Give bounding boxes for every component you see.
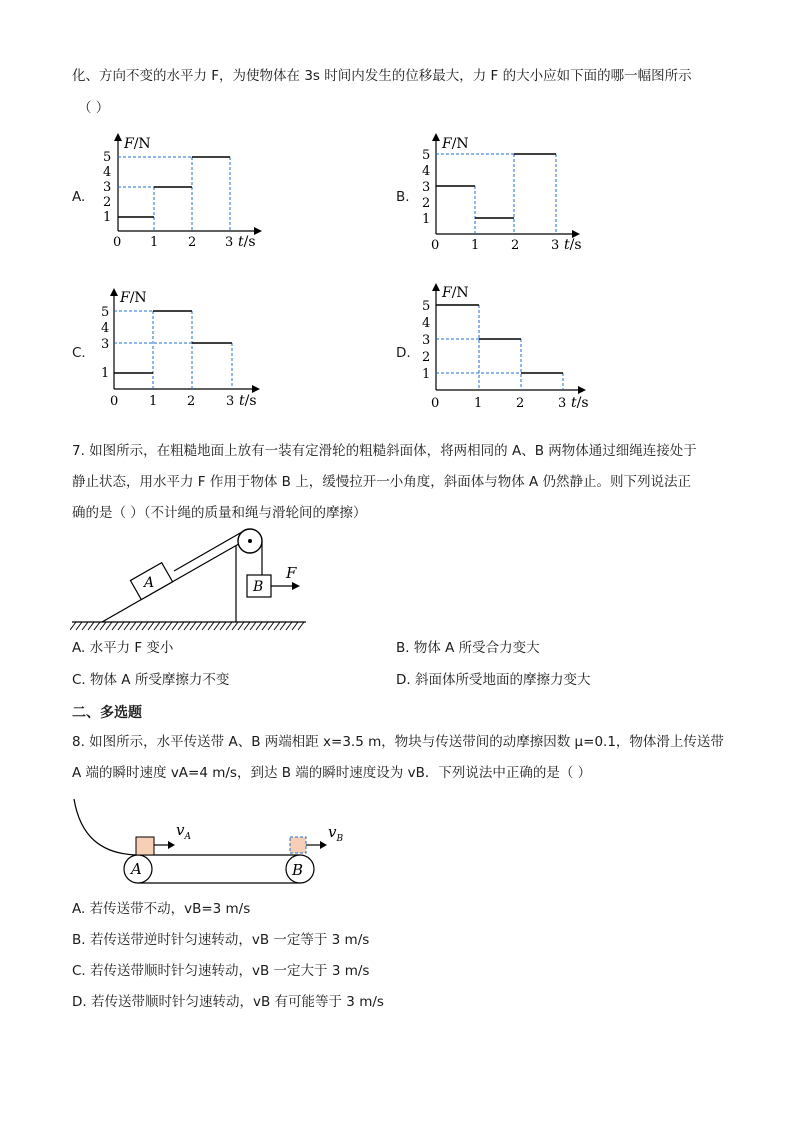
svg-text:1: 1 xyxy=(101,366,110,381)
svg-text:5: 5 xyxy=(101,305,110,320)
q7-option-c[interactable]: C. 物体 A 所受摩擦力不变 xyxy=(72,672,230,688)
svg-text:4: 4 xyxy=(422,164,431,179)
rope-a xyxy=(174,532,242,571)
dashed-guides xyxy=(118,157,230,231)
va-label: $v_A$ xyxy=(176,821,191,842)
svg-text:t/s: t/s xyxy=(239,393,257,409)
y-tick-2: 2 xyxy=(103,195,112,210)
svg-text:2: 2 xyxy=(516,396,525,410)
q6-option-b-label: B. xyxy=(396,189,410,205)
svg-text:3: 3 xyxy=(558,396,567,410)
svg-text:2: 2 xyxy=(422,350,431,365)
q7-stem-line3: 确的是（ ）（不计绳的质量和绳与滑轮间的摩擦） xyxy=(72,505,367,521)
block-start xyxy=(136,837,154,855)
x-axis-label: t/s xyxy=(238,234,256,250)
y-axis-label: F/N xyxy=(442,136,469,152)
q8-stem-line2: A 端的瞬时速度 vA=4 m/s，到达 B 端的瞬时速度设为 vB．下列说法中正确的是（ ） xyxy=(72,765,592,781)
q7-option-d[interactable]: D. 斜面体所受地面的摩擦力变大 xyxy=(396,672,591,688)
svg-text:t/s: t/s xyxy=(571,395,589,410)
svg-text:4: 4 xyxy=(422,316,431,331)
y-tick-4: 4 xyxy=(103,165,112,180)
block-b-label: B xyxy=(253,579,264,595)
svg-text:2: 2 xyxy=(511,238,520,250)
svg-text:1: 1 xyxy=(474,396,483,410)
section-multi-choice-title: 二、多选题 xyxy=(72,705,142,721)
q8-stem-line1: 8. 如图所示，水平传送带 A、B 两端相距 x=3.5 m，物块与传送带间的动摩擦因数 μ=0.1，物体滑上传送带 xyxy=(72,734,724,750)
svg-text:1: 1 xyxy=(422,212,431,227)
svg-text:0: 0 xyxy=(110,394,119,409)
q6-option-a-label: A. xyxy=(72,189,86,205)
roller-a-label: A xyxy=(131,860,142,878)
q6-graph-b xyxy=(418,128,588,250)
q6-graph-d xyxy=(418,280,598,410)
y-tick-5: 5 xyxy=(103,150,112,165)
svg-text:1: 1 xyxy=(149,394,158,409)
q6-option-d-label: D. xyxy=(396,345,411,361)
svg-text:3: 3 xyxy=(422,180,431,195)
x-tick-2: 2 xyxy=(188,235,197,250)
roller-b-label: B xyxy=(292,861,304,879)
svg-text:1: 1 xyxy=(471,238,480,250)
svg-text:0: 0 xyxy=(431,396,440,410)
q7-option-b[interactable]: B. 物体 A 所受合力变大 xyxy=(396,640,540,656)
svg-text:3: 3 xyxy=(101,337,110,352)
q6-graph-c xyxy=(98,285,270,409)
svg-text:3: 3 xyxy=(551,238,560,250)
vb-label: $v_B$ xyxy=(328,823,344,844)
q7-option-a[interactable]: A. 水平力 F 变小 xyxy=(72,640,174,656)
svg-text:5: 5 xyxy=(422,299,431,314)
block-end xyxy=(290,837,306,853)
svg-text:1: 1 xyxy=(422,367,431,382)
y-tick-3: 3 xyxy=(103,180,112,195)
q8-option-d[interactable]: D. 若传送带顺时针匀速转动，vB 有可能等于 3 m/s xyxy=(72,994,384,1010)
svg-text:3: 3 xyxy=(226,394,235,409)
svg-text:2: 2 xyxy=(187,394,196,409)
q8-conveyor-figure xyxy=(70,795,360,887)
q7-stem-line2: 静止状态，用水平力 F 作用于物体 B 上，缓慢拉开一小角度，斜面体与物体 A 仍然静止。则下列说法正 xyxy=(72,474,692,490)
x-tick-0: 0 xyxy=(113,235,122,250)
q7-stem-line1: 7. 如图所示，在粗糙地面上放有一装有定滑轮的粗糙斜面体，将两相同的 A、B 两物体通过细绳连接处于 xyxy=(72,443,697,459)
y-axis-label: F/N xyxy=(124,136,151,152)
svg-text:5: 5 xyxy=(422,148,431,163)
svg-text:3: 3 xyxy=(422,333,431,348)
x-tick-3: 3 xyxy=(225,235,234,250)
svg-text:F/N: F/N xyxy=(120,290,147,306)
svg-text:F/N: F/N xyxy=(442,285,469,301)
q7-incline-figure xyxy=(70,525,310,635)
q6-option-c-label: C. xyxy=(72,345,86,361)
force-label: F xyxy=(286,564,297,582)
ramp-curve xyxy=(74,799,140,855)
ground xyxy=(70,622,306,630)
q8-option-b[interactable]: B. 若传送带逆时针匀速转动，vB 一定等于 3 m/s xyxy=(72,932,370,948)
x-tick-1: 1 xyxy=(150,235,159,250)
svg-text:4: 4 xyxy=(101,321,110,336)
y-tick-1: 1 xyxy=(103,210,112,225)
q6-stem-line2: （ ） xyxy=(78,100,110,116)
svg-text:2: 2 xyxy=(422,196,431,211)
q6-graph-a xyxy=(100,128,270,250)
block-a-label: A xyxy=(144,575,155,591)
q8-option-a[interactable]: A. 若传送带不动，vB=3 m/s xyxy=(72,901,251,917)
svg-text:0: 0 xyxy=(431,238,440,250)
q8-option-c[interactable]: C. 若传送带顺时针匀速转动，vB 一定大于 3 m/s xyxy=(72,963,370,979)
q6-stem-line1: 化、方向不变的水平力 F，为使物体在 3s 时间内发生的位移最大，力 F 的大小应如下面的哪一幅图所示 xyxy=(72,68,692,84)
svg-text:t/s: t/s xyxy=(564,237,582,250)
